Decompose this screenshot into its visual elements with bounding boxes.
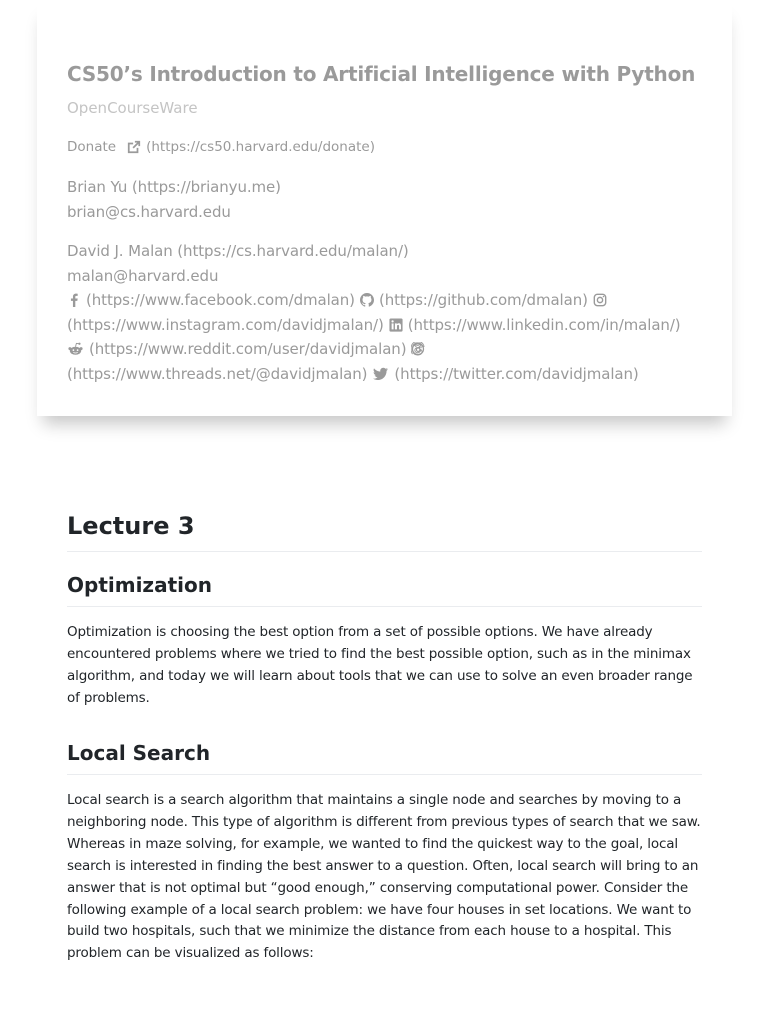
linkedin-link[interactable]: (https://www.linkedin.com/in/malan/): [407, 316, 681, 334]
instagram-icon[interactable]: [593, 293, 607, 307]
paragraph-line: neighboring node. This type of algorithm is different from previous types of search that we saw.: [67, 813, 701, 830]
reddit-icon[interactable]: [67, 342, 84, 356]
paragraph-line: Local search is a search algorithm that maintains a single node and searches by moving to a: [67, 792, 682, 808]
github-link[interactable]: (https://github.com/dmalan): [378, 291, 588, 309]
lecture-title: Lecture 3: [67, 512, 702, 552]
david-name-link[interactable]: David J. Malan (https://cs.harvard.edu/malan/): [67, 242, 409, 260]
site-subtitle: OpenCourseWare: [67, 99, 198, 117]
donate-label[interactable]: Donate: [67, 139, 117, 155]
twitter-link[interactable]: (https://twitter.com/davidjmalan): [394, 365, 639, 383]
linkedin-icon[interactable]: [389, 318, 403, 332]
twitter-icon[interactable]: [372, 367, 389, 381]
threads-link[interactable]: (https://www.threads.net/@davidjmalan): [67, 365, 368, 383]
site-title[interactable]: CS50’s Introduction to Artificial Intelligence with Python: [67, 62, 696, 86]
brian-email[interactable]: brian@cs.harvard.edu: [67, 203, 231, 221]
paragraph-line: encountered problems where we tried to find the best possible option, such as in the minimax: [67, 645, 691, 662]
paragraph-line: Whereas in maze solving, for example, we wanted to find the quickest way to the goal, local: [67, 835, 678, 852]
paragraph-line: Optimization is choosing the best option from a set of possible options. We have already: [67, 624, 653, 640]
paragraph-line: problem can be visualized as follows:: [67, 945, 314, 962]
brian-name-link[interactable]: Brian Yu (https://brianyu.me): [67, 178, 281, 196]
paragraph-line: answer that is not optimal but “good enough,” conserving computational power. Consider the: [67, 879, 689, 896]
paragraph-line: search is interested in finding the best answer to a question. Often, local search will bring to an: [67, 857, 699, 874]
donate-url: (https://cs50.harvard.edu/donate): [146, 139, 375, 155]
facebook-link[interactable]: (https://www.facebook.com/dmalan): [86, 291, 355, 309]
external-link-icon: [127, 140, 141, 154]
reddit-link[interactable]: (https://www.reddit.com/user/davidjmalan): [89, 340, 407, 358]
social-row-3: [67, 340, 430, 358]
paragraph-line: of problems.: [67, 689, 150, 706]
instagram-link[interactable]: (https://www.instagram.com/davidjmalan/): [67, 316, 384, 334]
threads-icon[interactable]: [411, 342, 425, 356]
paragraph-line: build two hospitals, such that we minimize the distance from each house to a hospital. This: [67, 923, 672, 940]
header-card: [37, 0, 732, 416]
paragraph-line: algorithm, and today we will learn about tools that we can use to solve an even broader range: [67, 667, 693, 684]
section-heading-optimization: Optimization: [67, 573, 702, 607]
paragraph-line: following example of a local search problem: we have four houses in set locations. We want to: [67, 901, 692, 918]
social-row-2: [67, 316, 681, 334]
github-icon[interactable]: [360, 293, 374, 307]
donate-link[interactable]: [67, 139, 375, 155]
facebook-icon[interactable]: [67, 293, 81, 307]
optimization-paragraph: [67, 622, 707, 710]
david-email[interactable]: malan@harvard.edu: [67, 267, 219, 285]
local-search-paragraph: [67, 790, 707, 965]
social-row-4: [67, 365, 639, 383]
section-heading-local-search: Local Search: [67, 741, 702, 775]
social-row-1: [67, 291, 612, 309]
